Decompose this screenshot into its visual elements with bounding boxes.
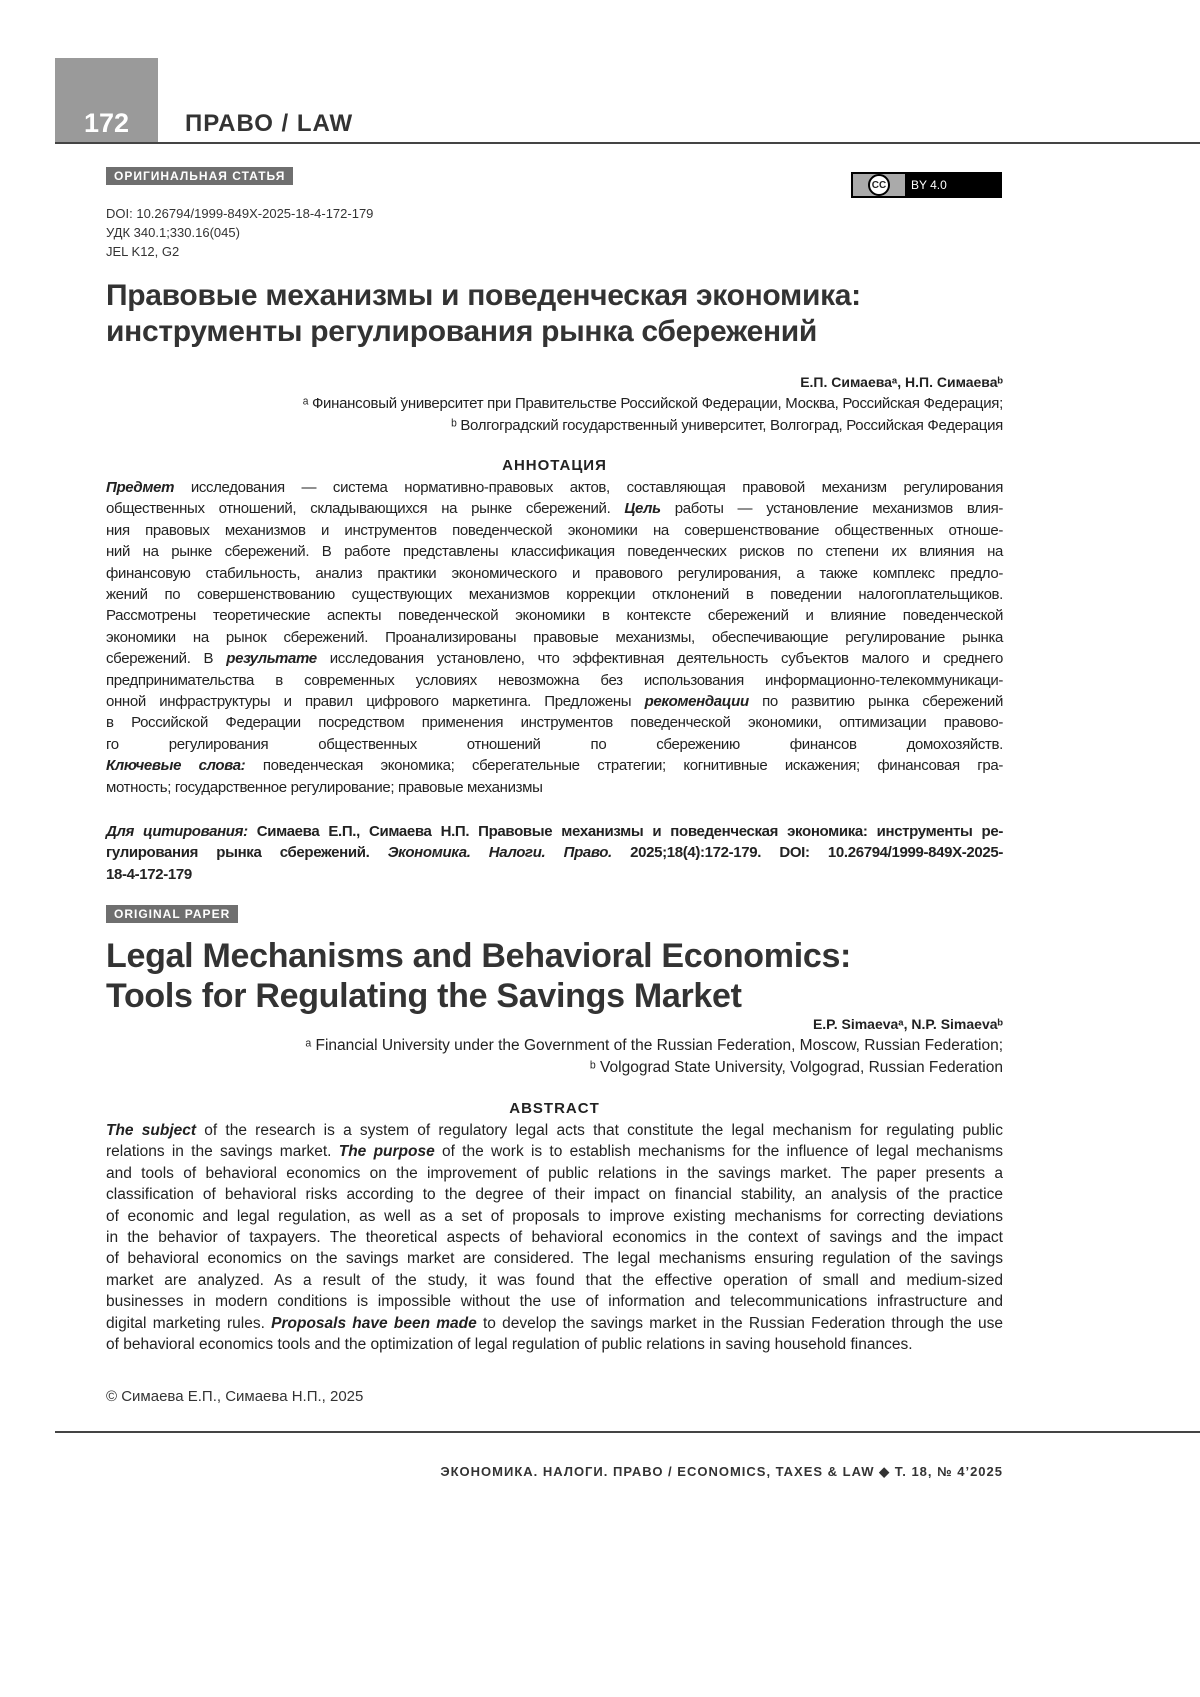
en-title-line: Legal Mechanisms and Behavioral Economics: [106,937,852,975]
cc-license-badge[interactable] [851,172,1002,198]
text-line [106,821,1003,842]
text-run: of economic and legal regulation, as well as a set of proposals to improve existing mechanisms for correcting deviations [106,1207,1003,1225]
emphasis: Предмет [106,479,175,496]
ru-abstract [106,477,1003,798]
text-run: поведенческая экономика; сберегательные стратегии; когнитивные искажения; финансовая гра- [245,757,1003,775]
text-run: of behavioral economics tools and the optimization of legal regulation of public relations in saving household finances. [106,1336,913,1354]
udk: УДК 340.1;330.16(045) [106,225,240,240]
text-line [106,520,1003,541]
ru-title [106,278,861,350]
emphasis: Цель [624,500,661,518]
license-label: BY 4.0 [911,178,947,192]
text-run: исследования установлено, что эффективная деятельность субъектов малого и среднего [316,650,1003,668]
text-run: Для цитирования: [106,823,248,840]
text-line [106,1206,1003,1227]
text-run: and tools of behavioral economics on the improvement of public relations in the savings market. The paper presents a [106,1164,1003,1182]
section-title: ПРАВО / LAW [185,110,354,137]
ru-authors: Е.П. Симаеваᵃ, Н.П. Симаеваᵇ [800,374,1003,390]
text-line [106,670,1003,691]
text-run: го регулирования общественных отношений по сбережению финансов домохозяйств. [106,735,1003,753]
text-run: гулирования рынка сбережений. [106,844,388,862]
text-line [106,1270,1003,1291]
text-line [106,1141,1003,1162]
text-run: businesses in modern conditions is impossible without the use of information and telecommunications infrastructure and [106,1293,1003,1311]
ru-abstract-heading: АННОТАЦИЯ [502,457,607,474]
text-line [106,648,1003,669]
text-run: to develop the savings market in the Russian Federation through the use [476,1314,1003,1332]
ru-title-line: инструменты регулирования рынка сбережений [106,315,818,348]
text-line [106,541,1003,562]
text-line [106,1291,1003,1312]
text-run: of the research is a system of regulatory legal acts that constitute the legal mechanism for regulating public [196,1122,1003,1139]
copyright: © Симаева Е.П., Симаева Н.П., 2025 [106,1388,364,1405]
emphasis: The subject [106,1122,197,1139]
text-run: по развитию рынка сбережений [748,693,1003,711]
page-number: 172 [83,108,130,138]
text-run: жений по совершенствованию существующих механизмов коррекции отклонений в поведении налогоплательщиков. [106,586,1003,604]
text-run: предпринимательства в современных условиях невозможна без использования информационно-телекоммуникаци- [106,671,1003,689]
text-line [106,1184,1003,1205]
text-line [106,712,1003,733]
text-line [106,1313,1003,1334]
doi[interactable]: DOI: 10.26794/1999-849X-2025-18-4-172-179 [106,206,374,221]
text-run: финансовую стабильность, анализ практики экономического и правового регулирования, а также комплекс предло- [106,564,1003,582]
text-line [106,777,1003,798]
text-line [106,477,1003,498]
text-line [106,864,1003,885]
emphasis: результате [226,650,317,668]
text-line [106,605,1003,626]
text-run: мотность; государственное регулирование; правовые механизмы [106,778,543,796]
en-authors: E.P. Simaevaᵃ, N.P. Simaevaᵇ [812,1016,1003,1032]
emphasis: The purpose [338,1143,435,1161]
text-run: исследования — система нормативно-правовых актов, составляющая правовой механизм регулирования [174,479,1003,496]
text-run: ния правовых механизмов и инструментов поведенческой экономики на совершенствование общественных отноше- [106,521,1003,539]
text-run: in the behavior of taxpayers. The theoretical aspects of behavioral economics in the context of savings and the impact [106,1229,1003,1247]
text-line [106,498,1003,519]
ru-title-line: Правовые механизмы и поведенческая экономика: [106,279,861,312]
text-line [106,1227,1003,1248]
text-run: 2025;18(4):172-179. DOI: 10.26794/1999-849X-2025- [611,844,1004,862]
text-line [106,1120,1003,1141]
article-type-badge: ОРИГИНАЛЬНАЯ СТАТЬЯ [106,167,293,185]
text-run: сбережений. В [106,650,227,668]
text-run: Симаева Е.П., Симаева Н.П. Правовые механизмы и поведенческая экономика: инструменты ре- [247,823,1003,840]
text-line [106,584,1003,605]
en-affiliations [106,1035,1003,1079]
text-run: of behavioral economics on the savings market are considered. The legal mechanisms ensuring regulation of the savings [106,1250,1003,1268]
en-title [106,936,851,1016]
text-line [106,1163,1003,1184]
en-title-line: Tools for Regulating the Savings Market [106,977,742,1015]
text-run: relations in the savings market. [106,1143,339,1161]
text-run: of the work is to establish mechanisms for the influence of legal mechanisms [434,1143,1003,1161]
text-run: 18-4-172-179 [106,865,192,883]
affiliation: ᵃ Financial University under the Government of the Russian Federation, Moscow, Russian Federation; [305,1037,1003,1054]
text-line [106,563,1003,584]
text-run: работы — установление механизмов влия- [660,500,1004,518]
affiliation: ᵇ Волгоградский государственный университет, Волгоград, Российская Федерация [451,417,1003,434]
emphasis: Ключевые слова: [106,757,246,775]
en-abstract [106,1120,1003,1355]
text-run: онной инфраструктуры и правил цифрового маркетинга. Предложены [106,693,645,711]
cc-icon: CC [868,174,890,196]
text-run: экономики на рынок сбережений. Проанализированы правовые механизмы, обеспечивающие регулирование рынка [106,628,1003,646]
text-run: market are analyzed. As a result of the study, it was found that the effective operation of small and medium-sized [106,1271,1003,1289]
ru-affiliations [106,393,1003,437]
header-divider [55,142,1200,144]
text-run: classification of behavioral risks according to the degree of their impact on financial stability, an analysis of the practice [106,1186,1003,1204]
article-meta [106,204,373,261]
affiliation: ᵃ Финансовый университет при Правительстве Российской Федерации, Москва, Российская Федерация; [302,395,1003,412]
text-run: общественных отношений, складывающихся на рынке сбережений. [106,500,625,518]
text-line [106,1334,1003,1355]
text-line [106,755,1003,776]
text-line [106,842,1003,863]
text-line [106,691,1003,712]
emphasis: рекомендации [644,693,749,711]
article-type-badge-en: ORIGINAL PAPER [106,905,238,923]
citation [106,821,1003,885]
text-run: Рассмотрены теоретические аспекты поведенческой экономики в контексте сбережений и влияние поведенческой [106,607,1003,625]
text-run: digital marketing rules. [106,1314,272,1332]
text-run: ний на рынке сбережений. В работе представлены классификация поведенческих рисков по степени их влияния на [106,543,1003,561]
jel: JEL K12, G2 [106,244,180,259]
text-line [106,734,1003,755]
text-run: Экономика. Налоги. Право. [387,844,612,862]
text-line [106,627,1003,648]
text-run: в Российской Федерации посредством применения инструментов поведенческой экономики, оптимизации правово- [106,714,1003,732]
text-line [106,1248,1003,1269]
affiliation: ᵇ Volgograd State University, Volgograd, Russian Federation [589,1059,1003,1076]
en-abstract-heading: ABSTRACT [509,1100,600,1117]
footer-divider [55,1431,1200,1433]
journal-footer: ЭКОНОМИКА. НАЛОГИ. ПРАВО / ECONOMICS, TAXES & LAW ◆ Т. 18, № 4’2025 [440,1464,1003,1479]
emphasis: Proposals have been made [271,1314,477,1332]
